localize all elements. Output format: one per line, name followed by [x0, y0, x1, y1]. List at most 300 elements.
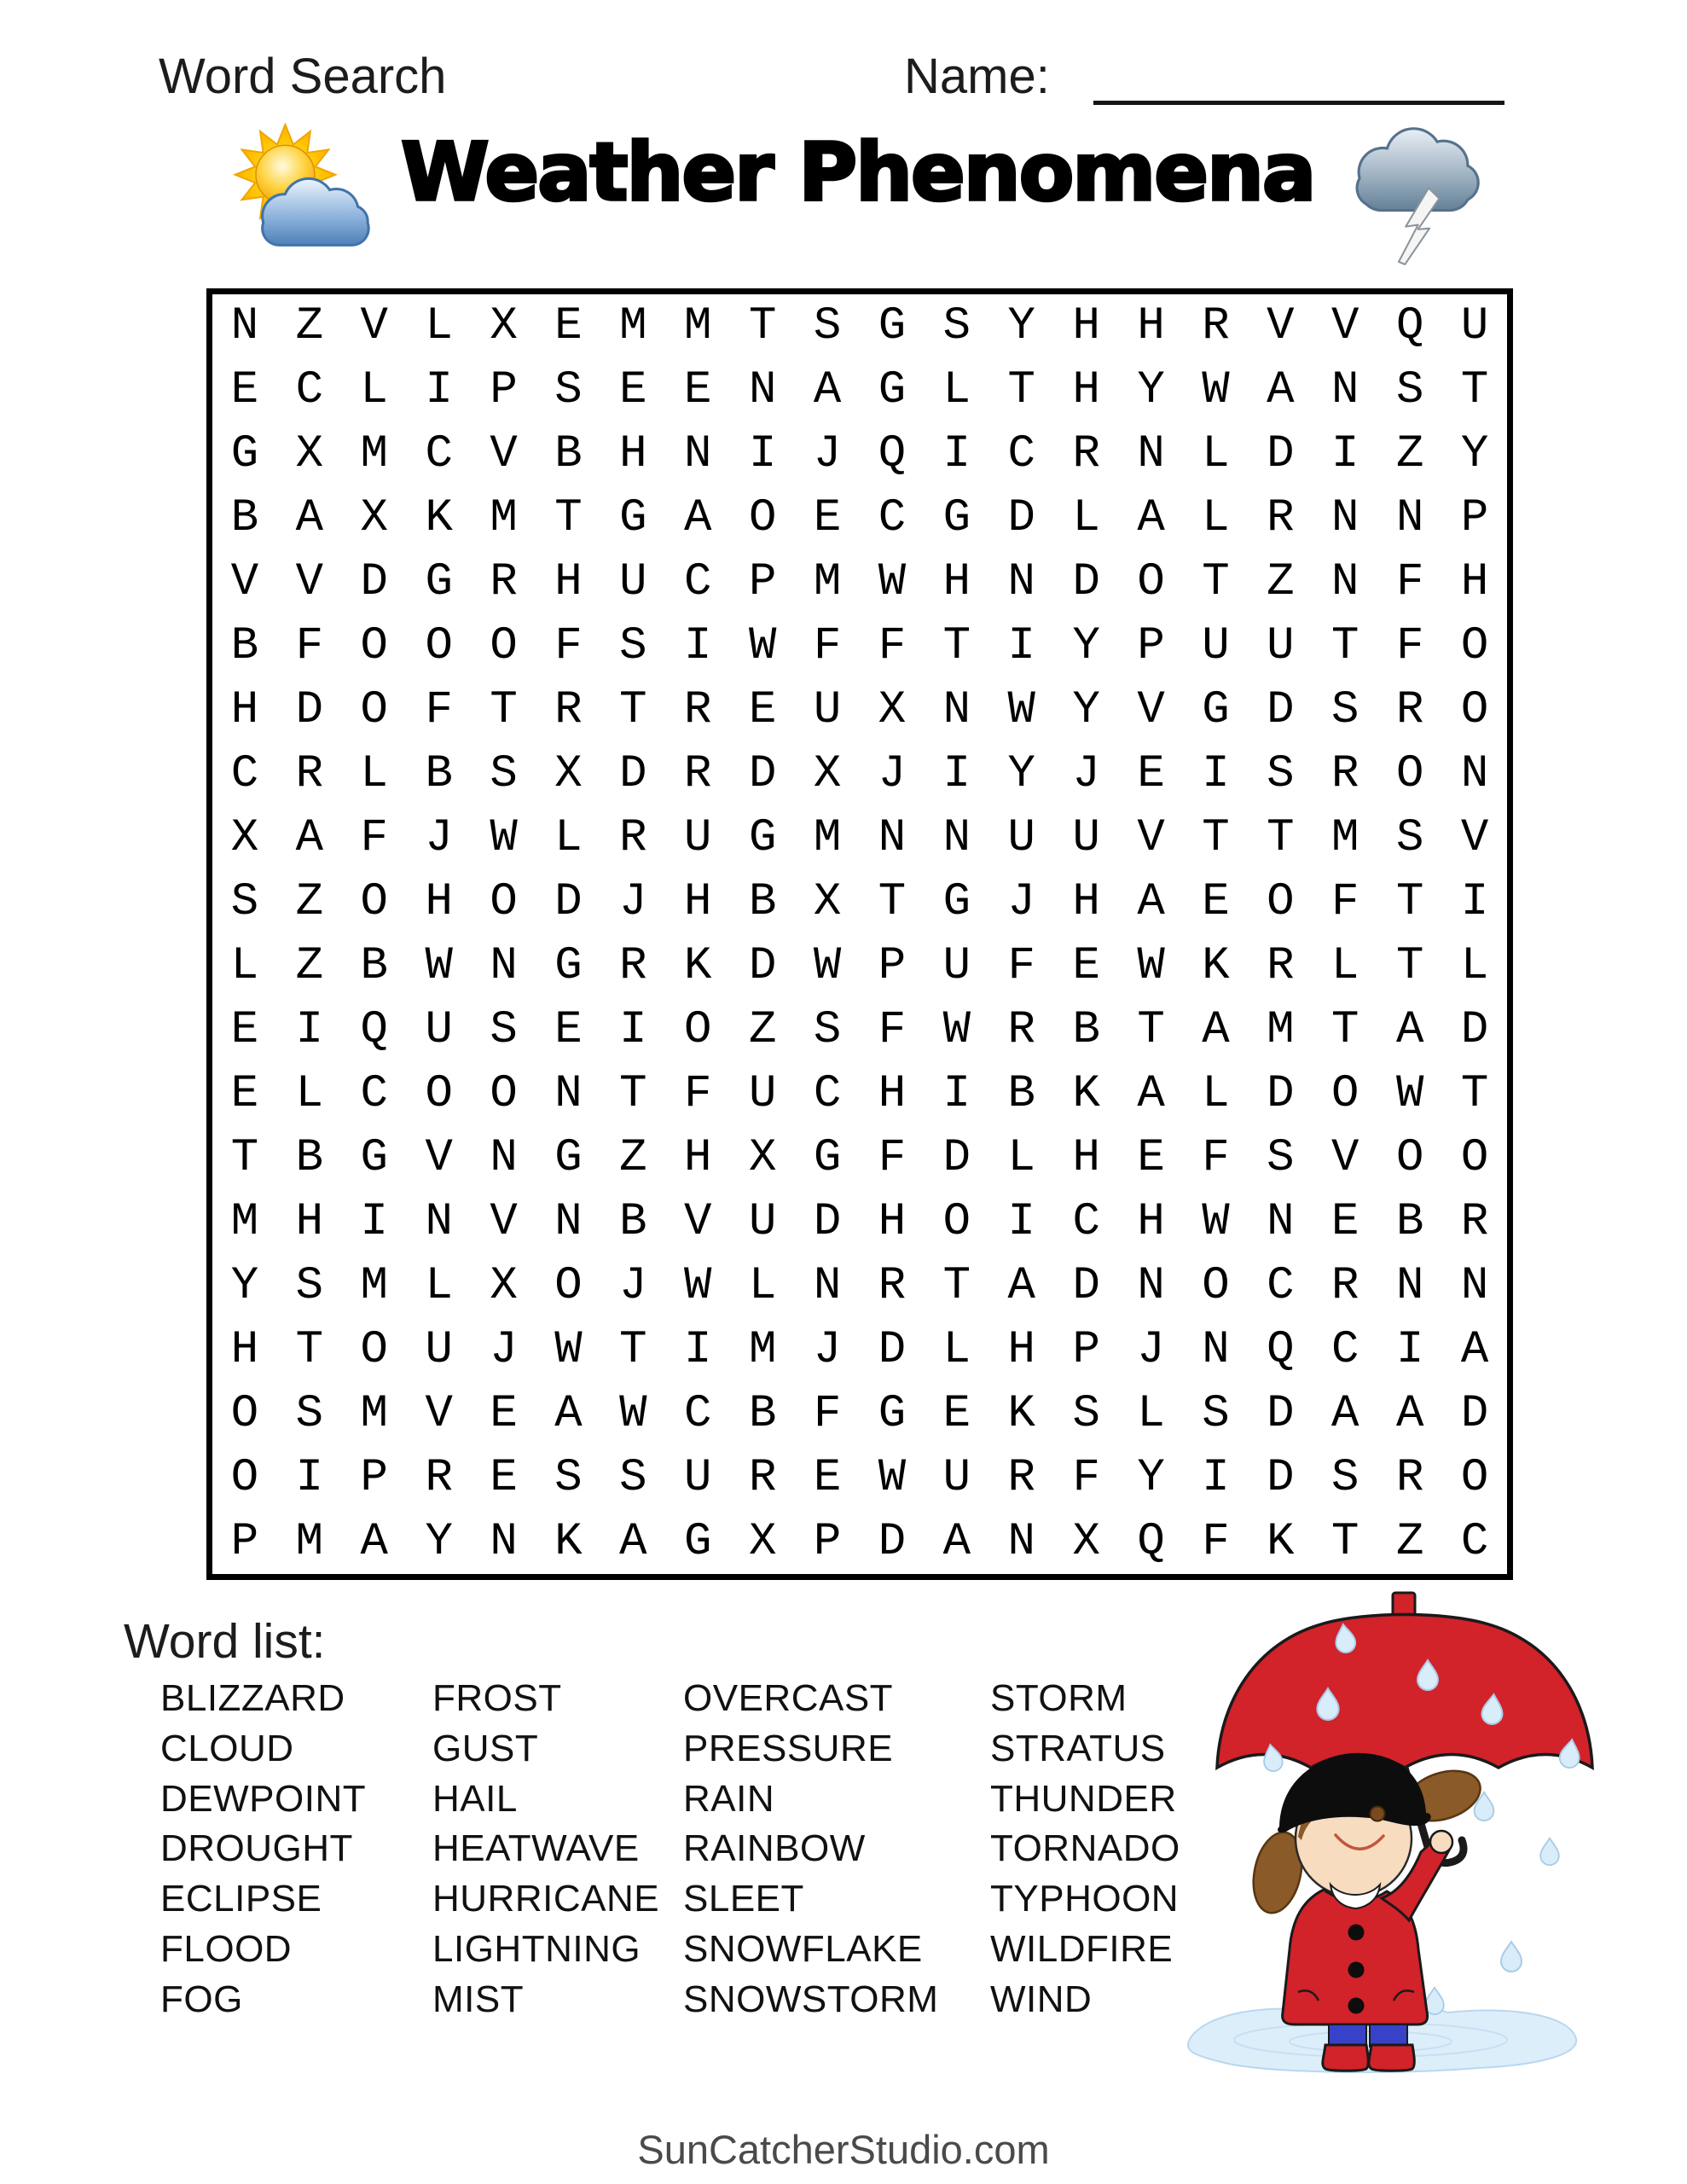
grid-cell: H	[684, 876, 712, 928]
grid-cell: J	[813, 1324, 842, 1376]
grid-cell: B	[1007, 1068, 1035, 1120]
grid-cell: K	[1007, 1388, 1035, 1440]
grid-cell: X	[490, 1260, 518, 1312]
grid-cell: N	[1331, 492, 1359, 544]
word-list-item: SLEET	[683, 1878, 804, 1920]
grid-cell: T	[1395, 940, 1424, 992]
grid-cell: K	[554, 1516, 583, 1568]
grid-cell: R	[684, 748, 712, 800]
grid-cell: O	[230, 1388, 259, 1440]
grid-cell: L	[1202, 428, 1230, 480]
grid-cell: P	[230, 1516, 259, 1568]
grid-cell: V	[1137, 812, 1165, 864]
grid-cell: M	[360, 1388, 388, 1440]
grid-cell: F	[425, 684, 453, 736]
grid-cell: X	[230, 812, 259, 864]
grid-cell: R	[1460, 1196, 1489, 1248]
grid-cell: D	[360, 556, 388, 608]
grid-cell: U	[1460, 300, 1489, 352]
grid-cell: R	[554, 684, 583, 736]
grid-cell: N	[554, 1068, 583, 1120]
grid-cell: T	[619, 1068, 647, 1120]
grid-cell: A	[295, 492, 324, 544]
grid-cell: N	[748, 364, 777, 416]
eye	[1371, 1807, 1385, 1821]
grid-cell: V	[1137, 684, 1165, 736]
grid-cell: F	[554, 620, 583, 672]
grid-cell: N	[554, 1196, 583, 1248]
grid-cell: I	[295, 1452, 324, 1504]
grid-cell: Z	[1395, 1516, 1424, 1568]
grid-cell: S	[490, 1004, 518, 1056]
grid-cell: E	[619, 364, 647, 416]
grid-cell: H	[1072, 364, 1100, 416]
grid-cell: O	[942, 1196, 971, 1248]
grid-cell: R	[1007, 1452, 1035, 1504]
grid-cell: R	[1331, 1260, 1359, 1312]
grid-cell: H	[1007, 1324, 1035, 1376]
grid-cell: F	[1331, 876, 1359, 928]
word-list-item: MIST	[432, 1978, 525, 2020]
grid-cell: X	[878, 684, 907, 736]
grid-cell: E	[230, 1068, 259, 1120]
grid-cell: D	[1267, 428, 1295, 480]
grid-cell: N	[1395, 1260, 1424, 1312]
grid-cell: I	[295, 1004, 324, 1056]
grid-cell: O	[360, 684, 388, 736]
grid-cell: U	[1007, 812, 1035, 864]
grid-cell: H	[1137, 300, 1165, 352]
grid-cell: P	[1137, 620, 1165, 672]
grid-cell: C	[425, 428, 453, 480]
grid-cell: O	[1395, 1132, 1424, 1184]
word-list-item: OVERCAST	[683, 1677, 894, 1719]
grid-cell: B	[295, 1132, 324, 1184]
grid-cell: C	[684, 1388, 712, 1440]
grid-cell: C	[1460, 1516, 1489, 1568]
grid-cell: P	[813, 1516, 842, 1568]
grid-cell: O	[360, 1324, 388, 1376]
grid-cell: A	[684, 492, 712, 544]
grid-cell: U	[942, 1452, 971, 1504]
grid-cell: C	[1267, 1260, 1295, 1312]
grid-cell: D	[1267, 1388, 1295, 1440]
grid-cell: G	[878, 364, 907, 416]
grid-cell: H	[878, 1068, 907, 1120]
grid-cell: B	[360, 940, 388, 992]
word-list-item: DEWPOINT	[160, 1777, 367, 1820]
grid-cell: N	[490, 1516, 518, 1568]
grid-cell: S	[813, 1004, 842, 1056]
grid-cell: M	[230, 1196, 259, 1248]
grid-cell: X	[748, 1516, 777, 1568]
grid-cell: W	[1395, 1068, 1424, 1120]
grid-cell: N	[1331, 556, 1359, 608]
word-list-item: THUNDER	[990, 1777, 1177, 1820]
grid-cell: R	[1072, 428, 1100, 480]
grid-cell: V	[425, 1388, 453, 1440]
grid-cell: P	[360, 1452, 388, 1504]
grid-cell: Z	[295, 300, 324, 352]
grid-cell: E	[1072, 940, 1100, 992]
grid-cell: N	[490, 1132, 518, 1184]
storm-cloud	[1359, 130, 1477, 209]
grid-cell: R	[684, 684, 712, 736]
grid-cell: L	[1137, 1388, 1165, 1440]
grid-cell: S	[619, 1452, 647, 1504]
grid-cell: J	[1007, 876, 1035, 928]
grid-cell: C	[230, 748, 259, 800]
grid-cell: D	[1267, 1452, 1295, 1504]
grid-cell: D	[942, 1132, 971, 1184]
word-list-column	[160, 1674, 366, 2025]
umbrella-canopy	[1217, 1615, 1592, 1769]
grid-cell: I	[684, 1324, 712, 1376]
grid-cell: W	[878, 556, 907, 608]
grid-cell: G	[554, 940, 583, 992]
grid-cell: V	[1460, 812, 1489, 864]
grid-cell: I	[360, 1196, 388, 1248]
grid-cell: G	[878, 1388, 907, 1440]
grid-cell: V	[295, 556, 324, 608]
grid-cell: R	[1395, 684, 1424, 736]
grid-cell: W	[619, 1388, 647, 1440]
grid-cell: F	[684, 1068, 712, 1120]
grid-cell: R	[1395, 1452, 1424, 1504]
grid-cell: U	[1202, 620, 1230, 672]
word-list-item: GUST	[432, 1727, 539, 1769]
grid-cell: I	[1202, 1452, 1230, 1504]
grid-cell: G	[425, 556, 453, 608]
word-list-item: FROST	[432, 1677, 562, 1719]
grid-cell: T	[1331, 620, 1359, 672]
grid-cell: U	[1267, 620, 1295, 672]
grid-cell: N	[1137, 1260, 1165, 1312]
word-list-item: PRESSURE	[683, 1727, 894, 1769]
grid-cell: L	[1460, 940, 1489, 992]
grid-cell: S	[295, 1388, 324, 1440]
grid-cell: F	[878, 1004, 907, 1056]
grid-cell: F	[1072, 1452, 1100, 1504]
grid-cell: A	[1267, 364, 1295, 416]
grid-cell: N	[1460, 748, 1489, 800]
grid-cell: D	[1267, 1068, 1295, 1120]
word-list-item: WILDFIRE	[990, 1927, 1174, 1970]
word-list-item: FLOOD	[160, 1927, 293, 1970]
grid-cell: J	[813, 428, 842, 480]
grid-cell: A	[1460, 1324, 1489, 1376]
grid-cell: I	[684, 620, 712, 672]
grid-cell: I	[942, 428, 971, 480]
button	[1348, 1925, 1365, 1941]
grid-cell: T	[748, 300, 777, 352]
grid-cell: P	[878, 940, 907, 992]
grid-cell: R	[1202, 300, 1230, 352]
grid-cell: E	[684, 364, 712, 416]
grid-cell: O	[490, 1068, 518, 1120]
footer-credit: SunCatcherStudio.com	[637, 2127, 1050, 2172]
grid-cell: A	[1395, 1004, 1424, 1056]
grid-cell: M	[295, 1516, 324, 1568]
grid-cell: S	[295, 1260, 324, 1312]
grid-cell: D	[295, 684, 324, 736]
grid-cell: B	[619, 1196, 647, 1248]
word-list-item: FOG	[160, 1978, 243, 2020]
grid-cell: M	[360, 428, 388, 480]
grid-cell: F	[360, 812, 388, 864]
grid-cell: S	[813, 300, 842, 352]
grid-cell: V	[1267, 300, 1295, 352]
word-list-item: SNOWFLAKE	[683, 1927, 923, 1970]
grid-cell: T	[1202, 812, 1230, 864]
grid-cell: E	[230, 364, 259, 416]
grid-cell: G	[619, 492, 647, 544]
grid-cell: C	[1331, 1324, 1359, 1376]
grid-cell: N	[1007, 1516, 1035, 1568]
grid-cell: W	[1007, 684, 1035, 736]
name-label: Name:	[904, 49, 1050, 104]
grid-cell: W	[1137, 940, 1165, 992]
grid-cell: P	[1072, 1324, 1100, 1376]
grid-cell: J	[619, 1260, 647, 1312]
grid-cell: B	[554, 428, 583, 480]
grid-cell: Y	[1072, 684, 1100, 736]
grid-cell: L	[1007, 1132, 1035, 1184]
word-list-column	[990, 1674, 1180, 2025]
grid-cell: H	[1072, 876, 1100, 928]
grid-cell: R	[748, 1452, 777, 1504]
grid-cell: G	[878, 300, 907, 352]
grid-cell: Z	[748, 1004, 777, 1056]
grid-cell: Y	[230, 1260, 259, 1312]
grid-cell: E	[230, 1004, 259, 1056]
grid-cell: K	[684, 940, 712, 992]
grid-cell: P	[748, 556, 777, 608]
grid-cell: W	[878, 1452, 907, 1504]
grid-cell: B	[425, 748, 453, 800]
word-list-item: RAINBOW	[683, 1827, 866, 1870]
grid-cell: A	[619, 1516, 647, 1568]
grid-cell: U	[748, 1196, 777, 1248]
grid-cell: M	[684, 300, 712, 352]
grid-cell: N	[490, 940, 518, 992]
name-blank-line	[1093, 101, 1504, 105]
grid-cell: H	[878, 1196, 907, 1248]
grid-cell: U	[425, 1324, 453, 1376]
grid-cell: V	[230, 556, 259, 608]
grid-cell: R	[1007, 1004, 1035, 1056]
grid-cell: W	[490, 812, 518, 864]
grid-cell: B	[230, 620, 259, 672]
grid-cell: X	[554, 748, 583, 800]
grid-cell: M	[490, 492, 518, 544]
grid-cell: H	[425, 876, 453, 928]
grid-cell: F	[1395, 620, 1424, 672]
grid-cell: T	[230, 1132, 259, 1184]
grid-cell: M	[360, 1260, 388, 1312]
grid-cell: F	[813, 620, 842, 672]
grid-cell: E	[1331, 1196, 1359, 1248]
grid-cell: T	[1395, 876, 1424, 928]
grid-cell: S	[554, 364, 583, 416]
grid-cell: Y	[1007, 300, 1035, 352]
grid-cell: U	[425, 1004, 453, 1056]
grid-cell: J	[1137, 1324, 1165, 1376]
letter-grid	[206, 288, 1513, 1580]
grid-cell: O	[230, 1452, 259, 1504]
grid-cell: G	[942, 876, 971, 928]
grid-cell: W	[1202, 1196, 1230, 1248]
grid-cell: G	[813, 1132, 842, 1184]
grid-cell: L	[425, 300, 453, 352]
grid-cell: R	[490, 556, 518, 608]
grid-cell: L	[425, 1260, 453, 1312]
grid-cell: J	[490, 1324, 518, 1376]
grid-cell: D	[1460, 1388, 1489, 1440]
grid-cell: N	[1395, 492, 1424, 544]
grid-cell: I	[1202, 748, 1230, 800]
grid-cell: O	[490, 620, 518, 672]
grid-cell: F	[1202, 1516, 1230, 1568]
grid-cell: U	[684, 1452, 712, 1504]
grid-cell: S	[1395, 812, 1424, 864]
grid-cell: I	[942, 748, 971, 800]
grid-cell: N	[813, 1260, 842, 1312]
word-list-item: TYPHOON	[990, 1878, 1180, 1920]
grid-cell: S	[942, 300, 971, 352]
grid-cell: E	[490, 1452, 518, 1504]
grid-cell: D	[748, 748, 777, 800]
grid-cell: B	[230, 492, 259, 544]
grid-cell: L	[360, 364, 388, 416]
word-list-label: Word list:	[124, 1614, 326, 1669]
grid-cell: D	[748, 940, 777, 992]
grid-cell: L	[1202, 1068, 1230, 1120]
grid-cell: Q	[1267, 1324, 1295, 1376]
grid-cell: T	[1007, 364, 1035, 416]
grid-cell: B	[1395, 1196, 1424, 1248]
grid-cell: D	[619, 748, 647, 800]
grid-cell: R	[878, 1260, 907, 1312]
grid-cell: V	[1331, 1132, 1359, 1184]
grid-cell: T	[619, 1324, 647, 1376]
grid-cell: G	[942, 492, 971, 544]
grid-cell: X	[813, 748, 842, 800]
grid-cell: N	[230, 300, 259, 352]
grid-cell: A	[554, 1388, 583, 1440]
grid-cell: L	[1202, 492, 1230, 544]
grid-cell: U	[619, 556, 647, 608]
grid-cell: H	[295, 1196, 324, 1248]
grid-cell: A	[360, 1516, 388, 1568]
grid-cell: O	[1202, 1260, 1230, 1312]
grid-cell: P	[490, 364, 518, 416]
grid-cell: O	[1460, 1452, 1489, 1504]
grid-cell: L	[1331, 940, 1359, 992]
grid-cell: W	[942, 1004, 971, 1056]
grid-cell: D	[1460, 1004, 1489, 1056]
grid-cell: F	[878, 1132, 907, 1184]
grid-cell: A	[1137, 1068, 1165, 1120]
grid-cell: W	[554, 1324, 583, 1376]
grid-cell: G	[748, 812, 777, 864]
grid-cell: E	[1137, 1132, 1165, 1184]
grid-cell: Q	[1137, 1516, 1165, 1568]
worksheet-type-label: Word Search	[159, 49, 447, 104]
grid-cell: T	[1460, 364, 1489, 416]
grid-cell: F	[1202, 1132, 1230, 1184]
grid-cell: U	[942, 940, 971, 992]
grid-cell: I	[1395, 1324, 1424, 1376]
grid-cell: N	[1202, 1324, 1230, 1376]
grid-cell: F	[1395, 556, 1424, 608]
grid-cell: A	[1007, 1260, 1035, 1312]
grid-cell: A	[1331, 1388, 1359, 1440]
grid-cell: O	[425, 620, 453, 672]
grid-cell: A	[295, 812, 324, 864]
grid-cell: C	[295, 364, 324, 416]
grid-cell: O	[360, 620, 388, 672]
word-list-item: TORNADO	[990, 1827, 1180, 1870]
word-list-column	[432, 1674, 659, 2025]
grid-cell: N	[684, 428, 712, 480]
grid-cell: R	[295, 748, 324, 800]
grid-cell: E	[1137, 748, 1165, 800]
grid-cell: C	[1072, 1196, 1100, 1248]
grid-cell: R	[1267, 940, 1295, 992]
grid-cell: U	[748, 1068, 777, 1120]
grid-cell: O	[425, 1068, 453, 1120]
grid-cell: S	[1202, 1388, 1230, 1440]
grid-cell: D	[1072, 1260, 1100, 1312]
grid-cell: L	[230, 940, 259, 992]
grid-cell: T	[1331, 1516, 1359, 1568]
grid-cell: I	[1007, 1196, 1035, 1248]
grid-cell: E	[748, 684, 777, 736]
grid-cell: M	[813, 812, 842, 864]
grid-cell: L	[360, 748, 388, 800]
grid-cell: Y	[425, 1516, 453, 1568]
grid-cell: A	[1202, 1004, 1230, 1056]
grid-cell: T	[295, 1324, 324, 1376]
grid-cell: T	[554, 492, 583, 544]
pants	[1370, 2024, 1407, 2047]
grid-cell: A	[1137, 876, 1165, 928]
grid-cell: P	[1460, 492, 1489, 544]
grid-cell: M	[748, 1324, 777, 1376]
grid-cell: G	[360, 1132, 388, 1184]
grid-cell: I	[748, 428, 777, 480]
grid-cell: C	[684, 556, 712, 608]
grid-cell: I	[1460, 876, 1489, 928]
grid-cell: V	[1331, 300, 1359, 352]
grid-cell: L	[748, 1260, 777, 1312]
grid-cell: U	[813, 684, 842, 736]
grid-cell: R	[425, 1452, 453, 1504]
grid-cell: D	[1072, 556, 1100, 608]
grid-cell: O	[1460, 620, 1489, 672]
grid-cell: K	[425, 492, 453, 544]
grid-cell: G	[684, 1516, 712, 1568]
grid-cell: J	[878, 748, 907, 800]
grid-cell: O	[1460, 684, 1489, 736]
grid-cell: N	[878, 812, 907, 864]
girl-with-umbrella-illustration	[1153, 1591, 1614, 2077]
grid-cell: Q	[1395, 300, 1424, 352]
grid-cell: T	[878, 876, 907, 928]
grid-cell: C	[878, 492, 907, 544]
grid-cell: E	[813, 1452, 842, 1504]
